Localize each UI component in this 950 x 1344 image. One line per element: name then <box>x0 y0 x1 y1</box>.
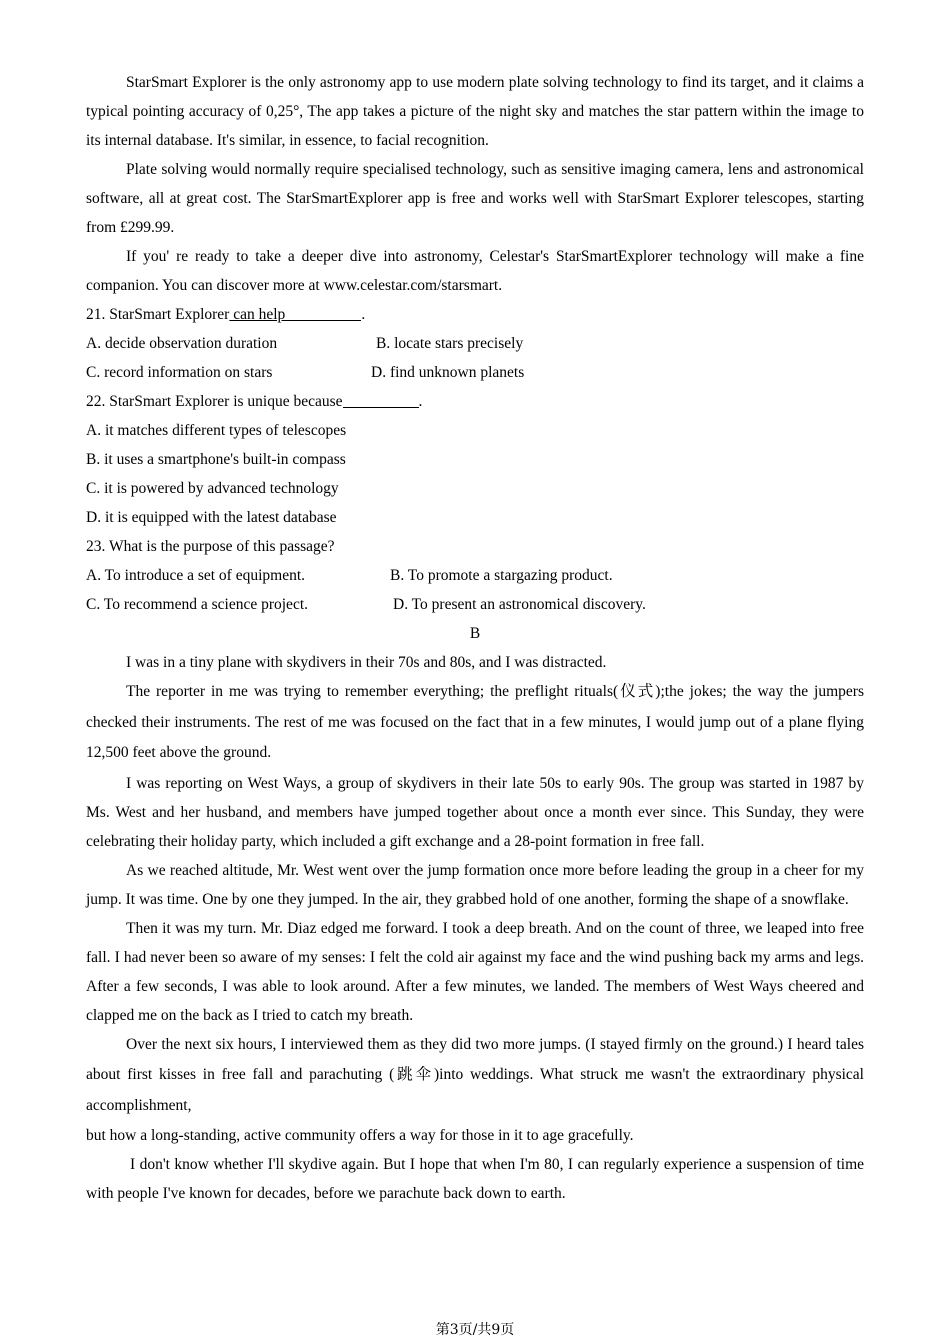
question-21-stem-end: . <box>361 306 366 323</box>
passage-b-paragraph-2: The reporter in me was trying to remember everything; the preflight rituals(仪式);the jokes; the way the jumpers checked their instruments. The rest of me was focused on the fact that in a few minutes, I would jump out of a plane flying 12,500 feet above the ground. <box>86 683 864 761</box>
question-21-options-row-1 <box>86 329 864 358</box>
question-23-option-d[interactable]: D. To present an astronomical discovery. <box>393 596 646 613</box>
page-number-footer: 第3页/共9页 <box>435 1322 515 1338</box>
question-23-stem: 23. What is the purpose of this passage? <box>86 538 335 555</box>
passage-b-continuation-line: but how a long-standing, active community offers a way for those in it to age gracefully. <box>86 1127 634 1144</box>
passage-b-paragraph-6: Over the next six hours, I interviewed them as they did two more jumps. (I stayed firmly on the ground.) I heard tales about first kisses in free fall and parachuting (跳伞)into weddings. What struck me wasn't the extraordinary physical accomplishment, <box>86 1035 864 1114</box>
question-21-option-a[interactable]: A. decide observation duration <box>86 335 278 352</box>
question-22-option-c[interactable]: C. it is powered by advanced technology <box>86 480 339 497</box>
passage-a-paragraph-1: StarSmart Explorer is the only astronomy app to use modern plate solving technology to find its target, and it claims a typical pointing accuracy of 0,25°, The app takes a picture of the night sky and matches the star pattern within the image to its internal database. It's similar, in essence, to facial recognition. <box>86 74 864 149</box>
passage-a-paragraph-2: Plate solving would normally require specialised technology, such as sensitive imaging camera, lens and astronomical software, all at great cost. The StarSmartExplorer app is free and works well with StarSmart Explorer telescopes, starting from £299.99. <box>86 161 864 236</box>
passage-b-paragraph-3: I was reporting on West Ways, a group of skydivers in their late 50s to early 90s. The group was started in 1987 by Ms. West and her husband, and members have jumped together about once a month ever since. This Sunday, they were celebrating their holiday party, which included a gift exchange and a 28-point formation in free fall. <box>86 774 864 850</box>
question-22-stem <box>86 387 864 416</box>
passage-b-paragraph-5: Then it was my turn. Mr. Diaz edged me forward. I took a deep breath. And on the count of three, we leaped into free fall. I had never been so aware of my senses: I felt the cold air against my face and the wind pushing back my arms and legs. After a few seconds, I was able to look around. After a few minutes, we landed. The members of West Ways cheered and clapped me on the back as I tried to catch my breath. <box>86 919 864 1024</box>
passage-b-heading: B <box>469 625 481 642</box>
question-21-stem-underlined: can help <box>229 306 286 323</box>
question-22-option-b[interactable]: B. it uses a smartphone's built-in compass <box>86 451 346 468</box>
question-21-option-d[interactable]: D. find unknown planets <box>371 364 525 381</box>
question-21-option-b[interactable]: B. locate stars precisely <box>376 335 524 352</box>
question-22-stem-end: . <box>418 393 423 410</box>
question-21-stem-start: 21. StarSmart Explorer <box>86 306 230 323</box>
question-23-options-row-2 <box>86 590 864 619</box>
question-22-option-a[interactable]: A. it matches different types of telescopes <box>86 422 347 439</box>
question-23-options-row-1 <box>86 561 864 590</box>
passage-b-paragraph-4: As we reached altitude, Mr. West went over the jump formation once more before leading the group in a cheer for my jump. It was time. One by one they jumped. In the air, they grabbed hold of one another, forming the shape of a snowflake. <box>86 861 864 908</box>
question-21-option-c[interactable]: C. record information on stars <box>86 364 273 381</box>
question-23-option-b[interactable]: B. To promote a stargazing product. <box>390 567 613 584</box>
question-21-options-row-2 <box>86 358 864 387</box>
document-page <box>86 68 864 1208</box>
question-23-option-a[interactable]: A. To introduce a set of equipment. <box>86 567 306 584</box>
question-22-stem-start: 22. StarSmart Explorer is unique because <box>86 393 343 410</box>
question-23-option-c[interactable]: C. To recommend a science project. <box>86 596 309 613</box>
passage-b-final-paragraph: I don't know whether I'll skydive again. But I hope that when I'm 80, I can regularly experience a suspension of time with people I've known for decades, before we parachute back down to earth. <box>86 1156 864 1202</box>
question-22-option-d[interactable]: D. it is equipped with the latest database <box>86 509 337 526</box>
question-21-stem <box>86 300 864 329</box>
passage-b-paragraph-1: I was in a tiny plane with skydivers in their 70s and 80s, and I was distracted. <box>126 654 607 671</box>
answer-blank-22[interactable] <box>343 392 419 409</box>
passage-a-paragraph-3: If you' re ready to take a deeper dive into astronomy, Celestar's StarSmartExplorer technology will make a fine companion. You can discover more at www.celestar.com/starsmart. <box>86 248 864 294</box>
answer-blank-21[interactable] <box>285 305 361 322</box>
